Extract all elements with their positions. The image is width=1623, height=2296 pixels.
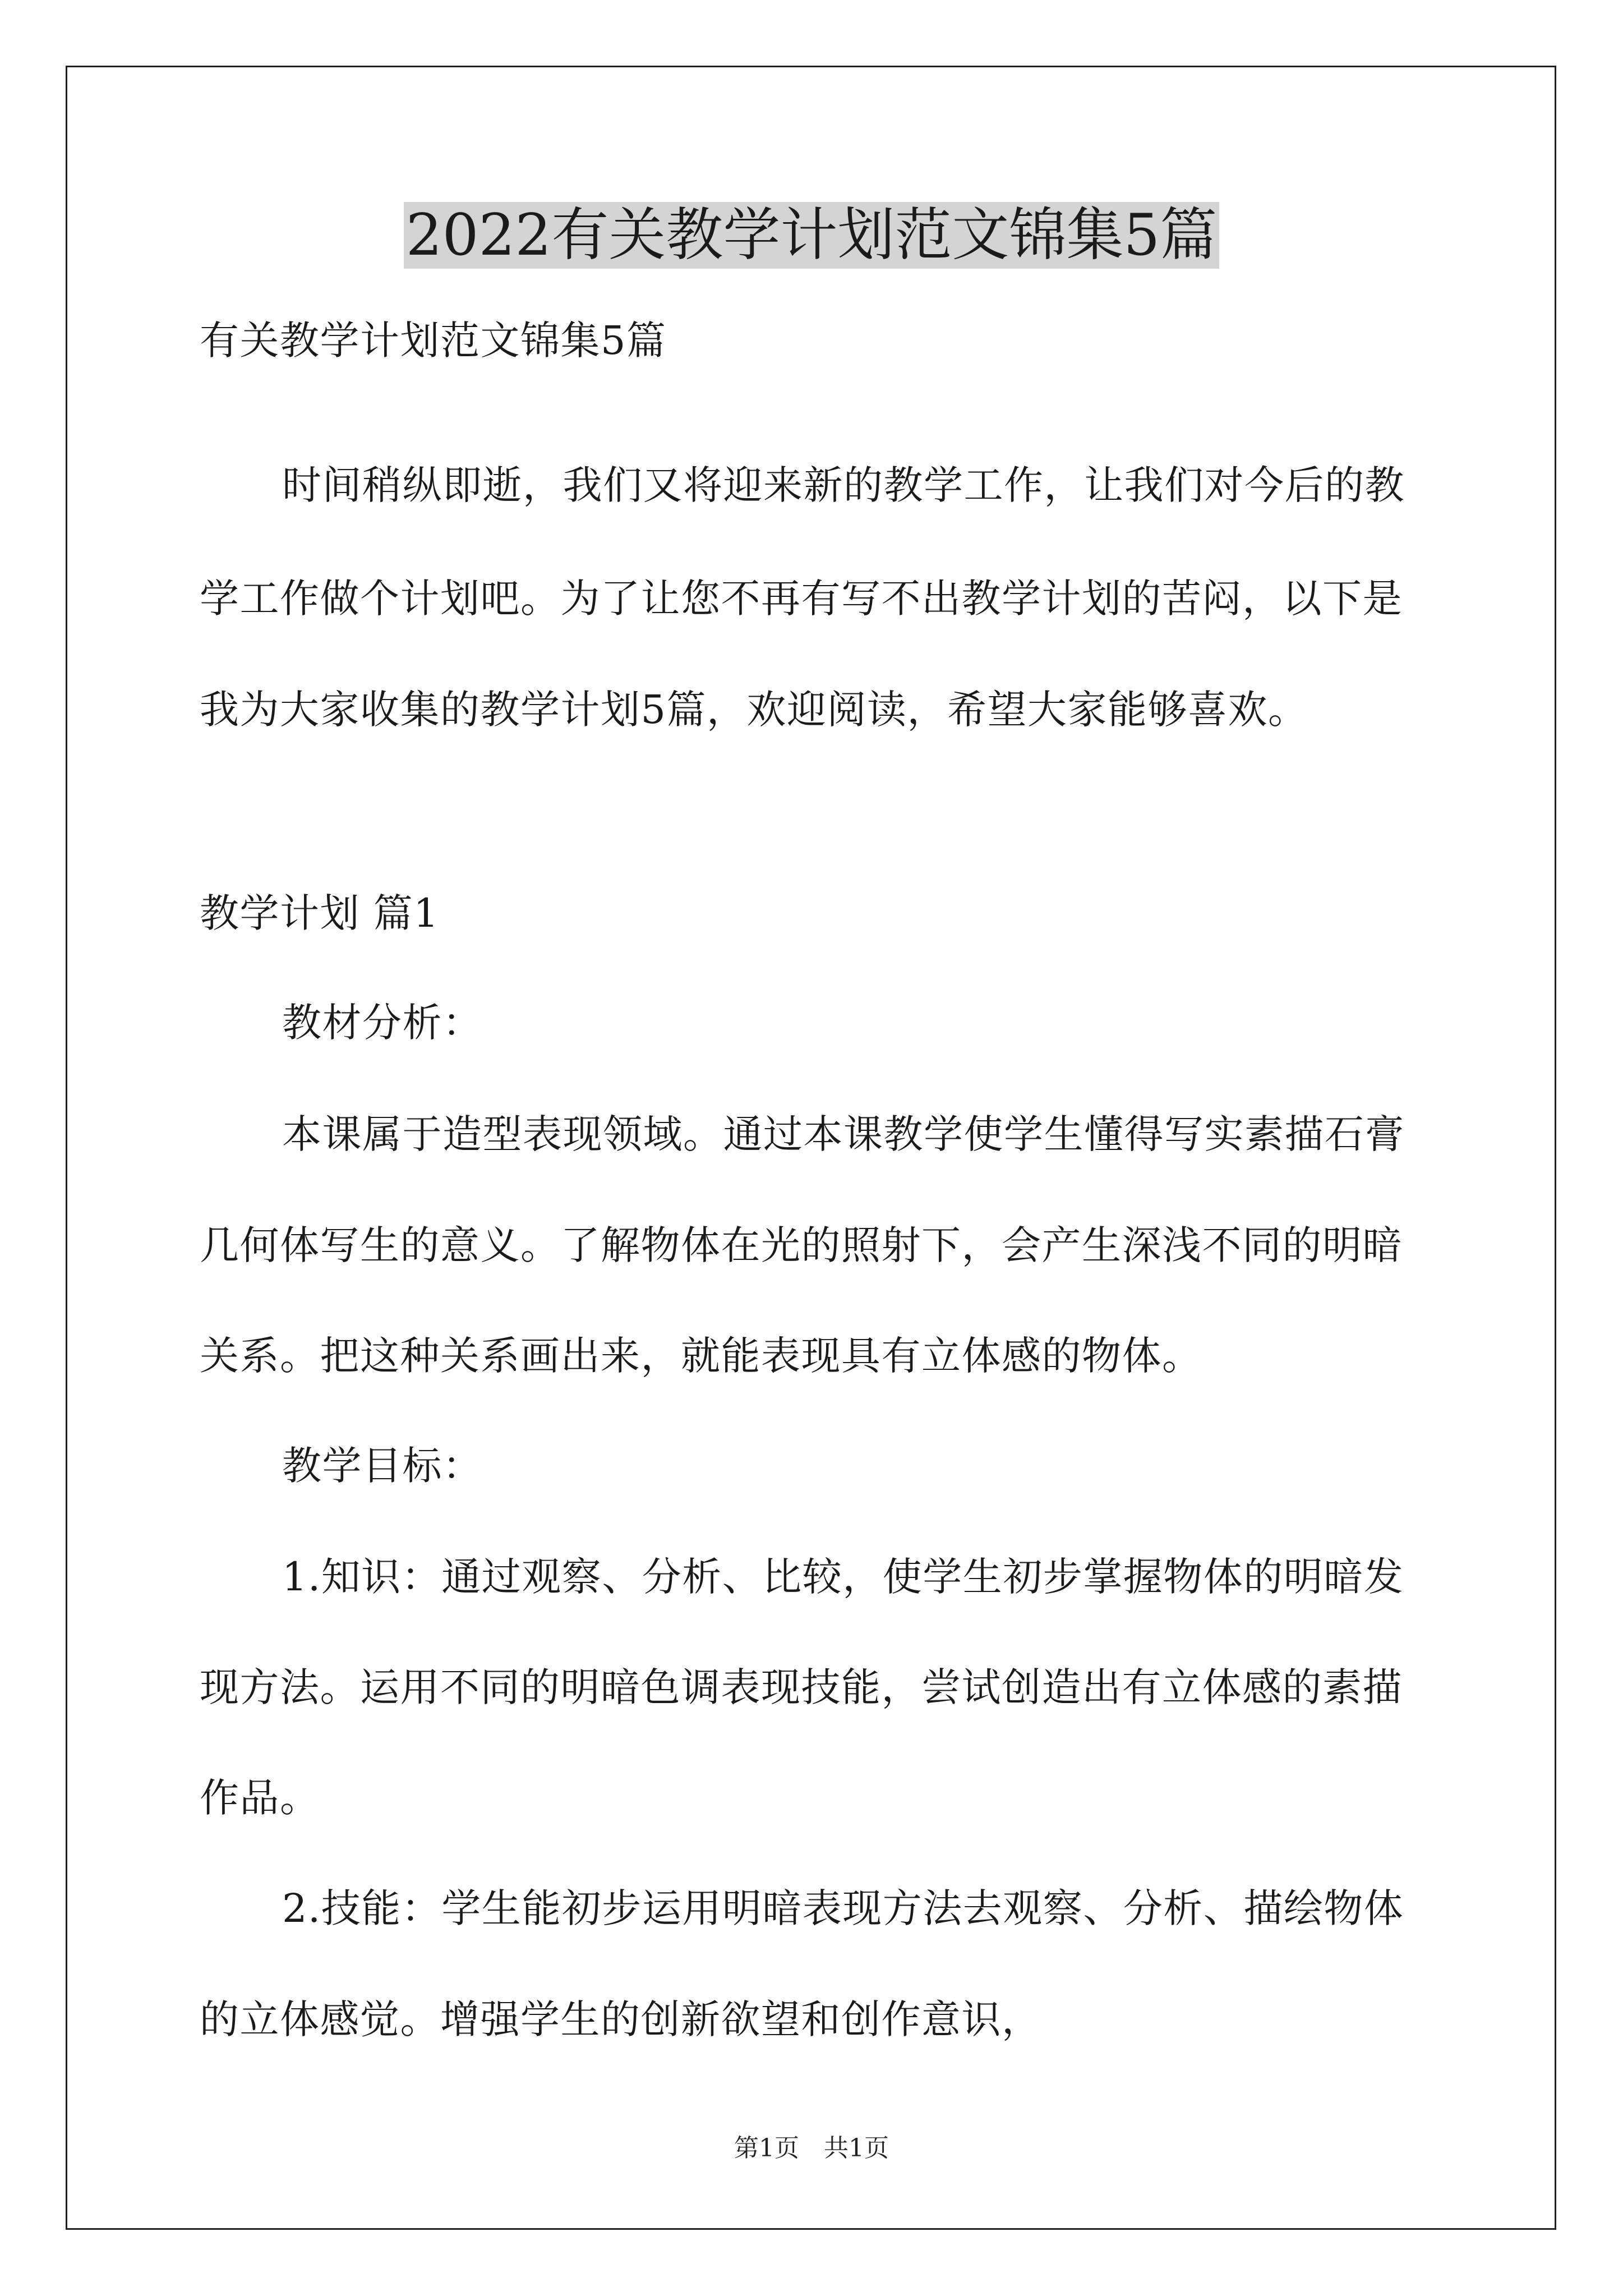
goal1-line-2: 现方法。运用不同的明暗色调表现技能，尝试创造出有立体感的素描 — [200, 1664, 1403, 1710]
material-line-3: 关系。把这种关系画出来，就能表现具有立体感的物体。 — [200, 1333, 1202, 1379]
material-heading: 教材分析： — [282, 1000, 483, 1046]
material-line-2: 几何体写生的意义。了解物体在光的照射下，会产生深浅不同的明暗 — [200, 1222, 1403, 1268]
goal1-line-1: 1.知识：通过观察、分析、比较，使学生初步掌握物体的明暗发 — [282, 1554, 1404, 1600]
document-subtitle: 有关教学计划范文锦集5篇 — [200, 318, 667, 364]
section-heading: 教学计划 篇1 — [200, 890, 440, 936]
page-number: 第1页 — [734, 2134, 799, 2162]
goals-heading: 教学目标： — [282, 1443, 483, 1489]
page-total: 共1页 — [824, 2134, 889, 2162]
page-footer — [0, 2133, 1623, 2164]
intro-line-3: 我为大家收集的教学计划5篇，欢迎阅读，希望大家能够喜欢。 — [200, 687, 1308, 733]
goal1-line-3: 作品。 — [200, 1775, 320, 1821]
intro-line-1: 时间稍纵即逝，我们又将迎来新的教学工作，让我们对今后的教 — [282, 462, 1405, 508]
goal2-line-1: 2.技能：学生能初步运用明暗表现方法去观察、分析、描绘物体 — [282, 1885, 1404, 1931]
intro-line-2: 学工作做个计划吧。为了让您不再有写不出教学计划的苦闷，以下是 — [200, 576, 1403, 622]
document-title — [0, 199, 1623, 272]
document-title-text: 2022有关教学计划范文锦集5篇 — [404, 202, 1219, 269]
goal2-line-2: 的立体感觉。增强学生的创新欲望和创作意识， — [200, 1996, 1042, 2042]
material-line-1: 本课属于造型表现领域。通过本课教学使学生懂得写实素描石膏 — [282, 1111, 1405, 1157]
